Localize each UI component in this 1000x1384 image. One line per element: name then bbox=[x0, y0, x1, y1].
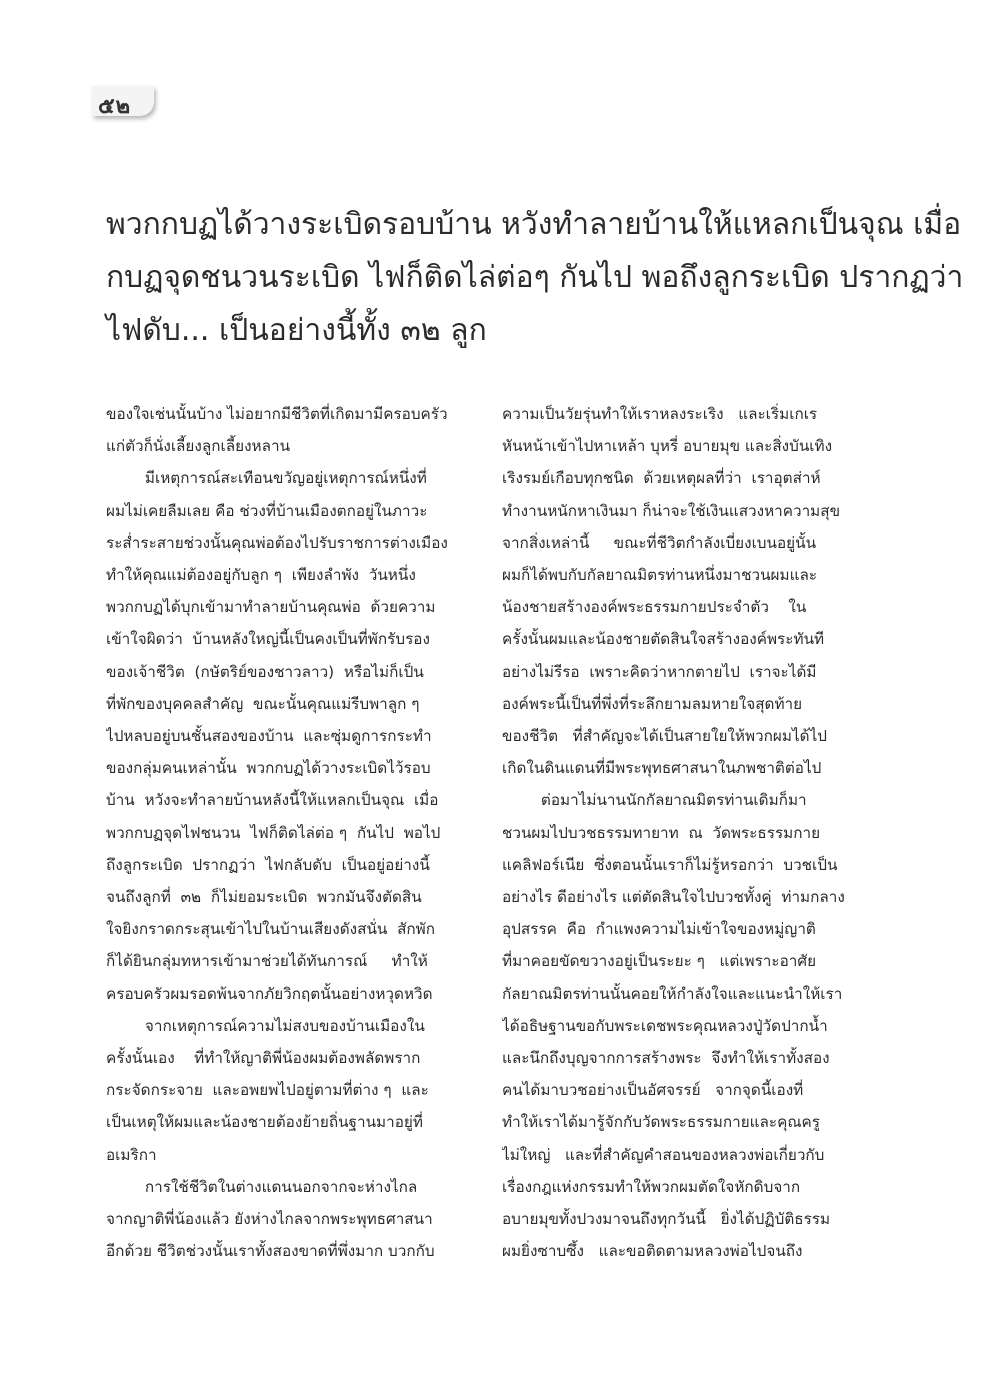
text-line: ก็ได้ยินกลุ่มทหารเข้ามาช่วยได้ทันการณ์ ทำให้ bbox=[106, 952, 428, 971]
text-line: เป็นเหตุให้ผมและน้องชายต้องย้ายถิ่นฐานมาอยู่ที่ bbox=[106, 1113, 423, 1132]
text-line: ระส่ำระสายช่วงนั้นคุณพ่อต้องไปรับราชการต่างเมือง bbox=[106, 533, 448, 552]
text-line: ครอบครัวผมรอดพ้นจากภัยวิกฤตนั้นอย่างหวุดหวิด bbox=[106, 984, 433, 1003]
text-line: อเมริกา bbox=[106, 1145, 157, 1164]
text-line: แก่ตัวก็นั่งเลี้ยงลูกเลี้ยงหลาน bbox=[106, 437, 291, 456]
text-line: ของกลุ่มคนเหล่านั้น พวกกบฏได้วางระเบิดไว้รอบ bbox=[106, 759, 431, 778]
text-line: และนึกถึงบุญจากการสร้างพระ จึงทำให้เราทั้งสอง bbox=[502, 1049, 830, 1068]
text-line: ผมก็ได้พบกับกัลยาณมิตรท่านหนึ่งมาชวนผมและ bbox=[502, 566, 818, 585]
text-line: คนได้มาบวชอย่างเป็นอัศจรรย์ จากจุดนี้เองที่ bbox=[502, 1081, 804, 1100]
text-line: เรื่องกฎแห่งกรรมทำให้พวกผมตัดใจหักดิบจาก bbox=[502, 1177, 801, 1196]
text-line: ของชีวิต ที่สำคัญจะได้เป็นสายใยให้พวกผมได้ไป bbox=[502, 727, 827, 746]
text-line: ทำงานหนักหาเงินมา ก็น่าจะใช้เงินแสวงหาความสุข bbox=[502, 501, 841, 520]
right-text-column bbox=[502, 398, 870, 1267]
text-line: ผมไม่เคยลืมเลย คือ ช่วงที่บ้านเมืองตกอยู่ในภาวะ bbox=[106, 501, 428, 520]
text-line: ใจยิงกราดกระสุนเข้าไปในบ้านเสียงดังสนั่น สักพัก bbox=[106, 920, 436, 939]
text-line: อีกด้วย ชีวิตช่วงนั้นเราทั้งสองขาดที่พึ่งมาก บวกกับ bbox=[106, 1242, 435, 1261]
text-line: มีเหตุการณ์สะเทือนขวัญอยู่เหตุการณ์หนึ่งที่ bbox=[106, 469, 427, 488]
text-line: อุปสรรค คือ กำแพงความไม่เข้าใจของหมู่ญาติ bbox=[502, 920, 816, 939]
text-line: ครั้งนั้นเอง ที่ทำให้ญาติพี่น้องผมต้องพลัดพราก bbox=[106, 1049, 421, 1068]
text-line: อบายมุขทั้งปวงมาจนถึงทุกวันนี้ ยิ่งได้ปฏิบัติธรรม bbox=[502, 1210, 831, 1229]
page-number: ๕๒ bbox=[98, 94, 132, 119]
text-line: พวกกบฏได้บุกเข้ามาทำลายบ้านคุณพ่อ ด้วยความ bbox=[106, 598, 436, 617]
text-line: พวกกบฏจุดไฟชนวน ไฟก็ติดไล่ต่อ ๆ กันไป พอไป bbox=[106, 823, 441, 842]
text-line: ของใจเช่นนั้นบ้าง ไม่อยากมีชีวิตที่เกิดมามีครอบครัว bbox=[106, 405, 448, 423]
text-line: อย่างไร ดีอย่างไร แต่ตัดสินใจไปบวชทั้งคู่ ท่ามกลาง bbox=[502, 888, 845, 907]
text-line: จากญาติพี่น้องแล้ว ยังห่างไกลจากพระพุทธศาสนา bbox=[106, 1210, 433, 1229]
text-line: บ้าน หวังจะทำลายบ้านหลังนี้ให้แหลกเป็นจุณ เมื่อ bbox=[106, 791, 439, 810]
left-text-column bbox=[106, 398, 474, 1267]
text-line: การใช้ชีวิตในต่างแดนนอกจากจะห่างไกล bbox=[106, 1177, 418, 1196]
headline-line: กบฏจุดชนวนระเบิด ไฟก็ติดไล่ต่อๆ กันไป พอถึงลูกระเบิด ปรากฏว่า bbox=[106, 260, 964, 295]
text-line: ได้อธิษฐานขอกับพระเดชพระคุณหลวงปู่วัดปากน้ำ bbox=[502, 1016, 828, 1035]
text-line: แคลิฟอร์เนีย ซึ่งตอนนั้นเราก็ไม่รู้หรอกว่า บวชเป็น bbox=[502, 855, 838, 874]
text-line: จนถึงลูกที่ ๓๒ ก็ไม่ยอมระเบิด พวกมันจึงตัดสิน bbox=[106, 888, 422, 907]
text-line: ถึงลูกระเบิด ปรากฏว่า ไฟกลับดับ เป็นอยู่อย่างนี้ bbox=[106, 855, 430, 874]
text-line: ไม่ใหญ่ และที่สำคัญคำสอนของหลวงพ่อเกี่ยวกับ bbox=[502, 1145, 825, 1164]
text-line: ทำให้คุณแม่ต้องอยู่กับลูก ๆ เพียงลำพัง วันหนึ่ง bbox=[106, 566, 416, 585]
text-line: อย่างไม่รีรอ เพราะคิดว่าหากตายไป เราจะได้มี bbox=[502, 662, 817, 681]
text-line: จากสิ่งเหล่านี้ ขณะที่ชีวิตกำลังเบี่ยงเบนอยู่นั้น bbox=[502, 533, 817, 552]
text-line: องค์พระนี้เป็นที่พึ่งที่ระลึกยามลมหายใจสุดท้าย bbox=[502, 694, 803, 713]
headline-line: ไฟดับ... เป็นอย่างนี้ทั้ง ๓๒ ลูก bbox=[106, 313, 487, 348]
text-line: ชวนผมไปบวชธรรมทายาท ณ วัดพระธรรมกาย bbox=[502, 823, 821, 842]
text-line: เริงรมย์เกือบทุกชนิด ด้วยเหตุผลที่ว่า เราอุตส่าห์ bbox=[502, 469, 821, 488]
text-line: ต่อมาไม่นานนักกัลยาณมิตรท่านเดิมก็มา bbox=[502, 791, 807, 810]
text-line: กระจัดกระจาย และอพยพไปอยู่ตามที่ต่าง ๆ และ bbox=[106, 1081, 429, 1100]
text-line: ครั้งนั้นผมและน้องชายตัดสินใจสร้างองค์พระทันที bbox=[502, 630, 825, 649]
headline-line: พวกกบฏได้วางระเบิดรอบบ้าน หวังทำลายบ้านให้แหลกเป็นจุณ เมื่อ bbox=[106, 207, 962, 242]
text-line: กัลยาณมิตรท่านนั้นคอยให้กำลังใจและแนะนำให้เรา bbox=[502, 984, 843, 1003]
text-line: ของเจ้าชีวิต (กษัตริย์ของชาวลาว) หรือไม่ก็เป็น bbox=[106, 662, 424, 681]
text-line: ที่มาคอยขัดขวางอยู่เป็นระยะ ๆ แต่เพราะอาศัย bbox=[502, 952, 817, 971]
text-line: ที่พักของบุคคลสำคัญ ขณะนั้นคุณแม่รีบพาลูก ๆ bbox=[106, 694, 420, 713]
text-line: ความเป็นวัยรุ่นทำให้เราหลงระเริง และเริ่มเกเร bbox=[502, 405, 818, 423]
pull-quote-headline bbox=[106, 198, 964, 357]
text-line: หันหน้าเข้าไปหาเหล้า บุหรี่ อบายมุข และสิ่งบันเทิง bbox=[502, 437, 833, 456]
text-line: น้องชายสร้างองค์พระธรรมกายประจำตัว ใน bbox=[502, 598, 807, 617]
text-line: ไปหลบอยู่บนชั้นสองของบ้าน และซุ่มดูการกระทำ bbox=[106, 727, 432, 746]
text-line: เข้าใจผิดว่า บ้านหลังใหญ่นี้เป็นคงเป็นที่พักรับรอง bbox=[106, 630, 430, 649]
text-line: จากเหตุการณ์ความไม่สงบของบ้านเมืองใน bbox=[106, 1016, 425, 1035]
text-line: ผมยิ่งซาบซึ้ง และขอติดตามหลวงพ่อไปจนถึง bbox=[502, 1242, 803, 1261]
text-line: เกิดในดินแดนที่มีพระพุทธศาสนาในภพชาติต่อไป bbox=[502, 759, 822, 778]
text-line: ทำให้เราได้มารู้จักกับวัดพระธรรมกายและคุณครู bbox=[502, 1113, 821, 1132]
